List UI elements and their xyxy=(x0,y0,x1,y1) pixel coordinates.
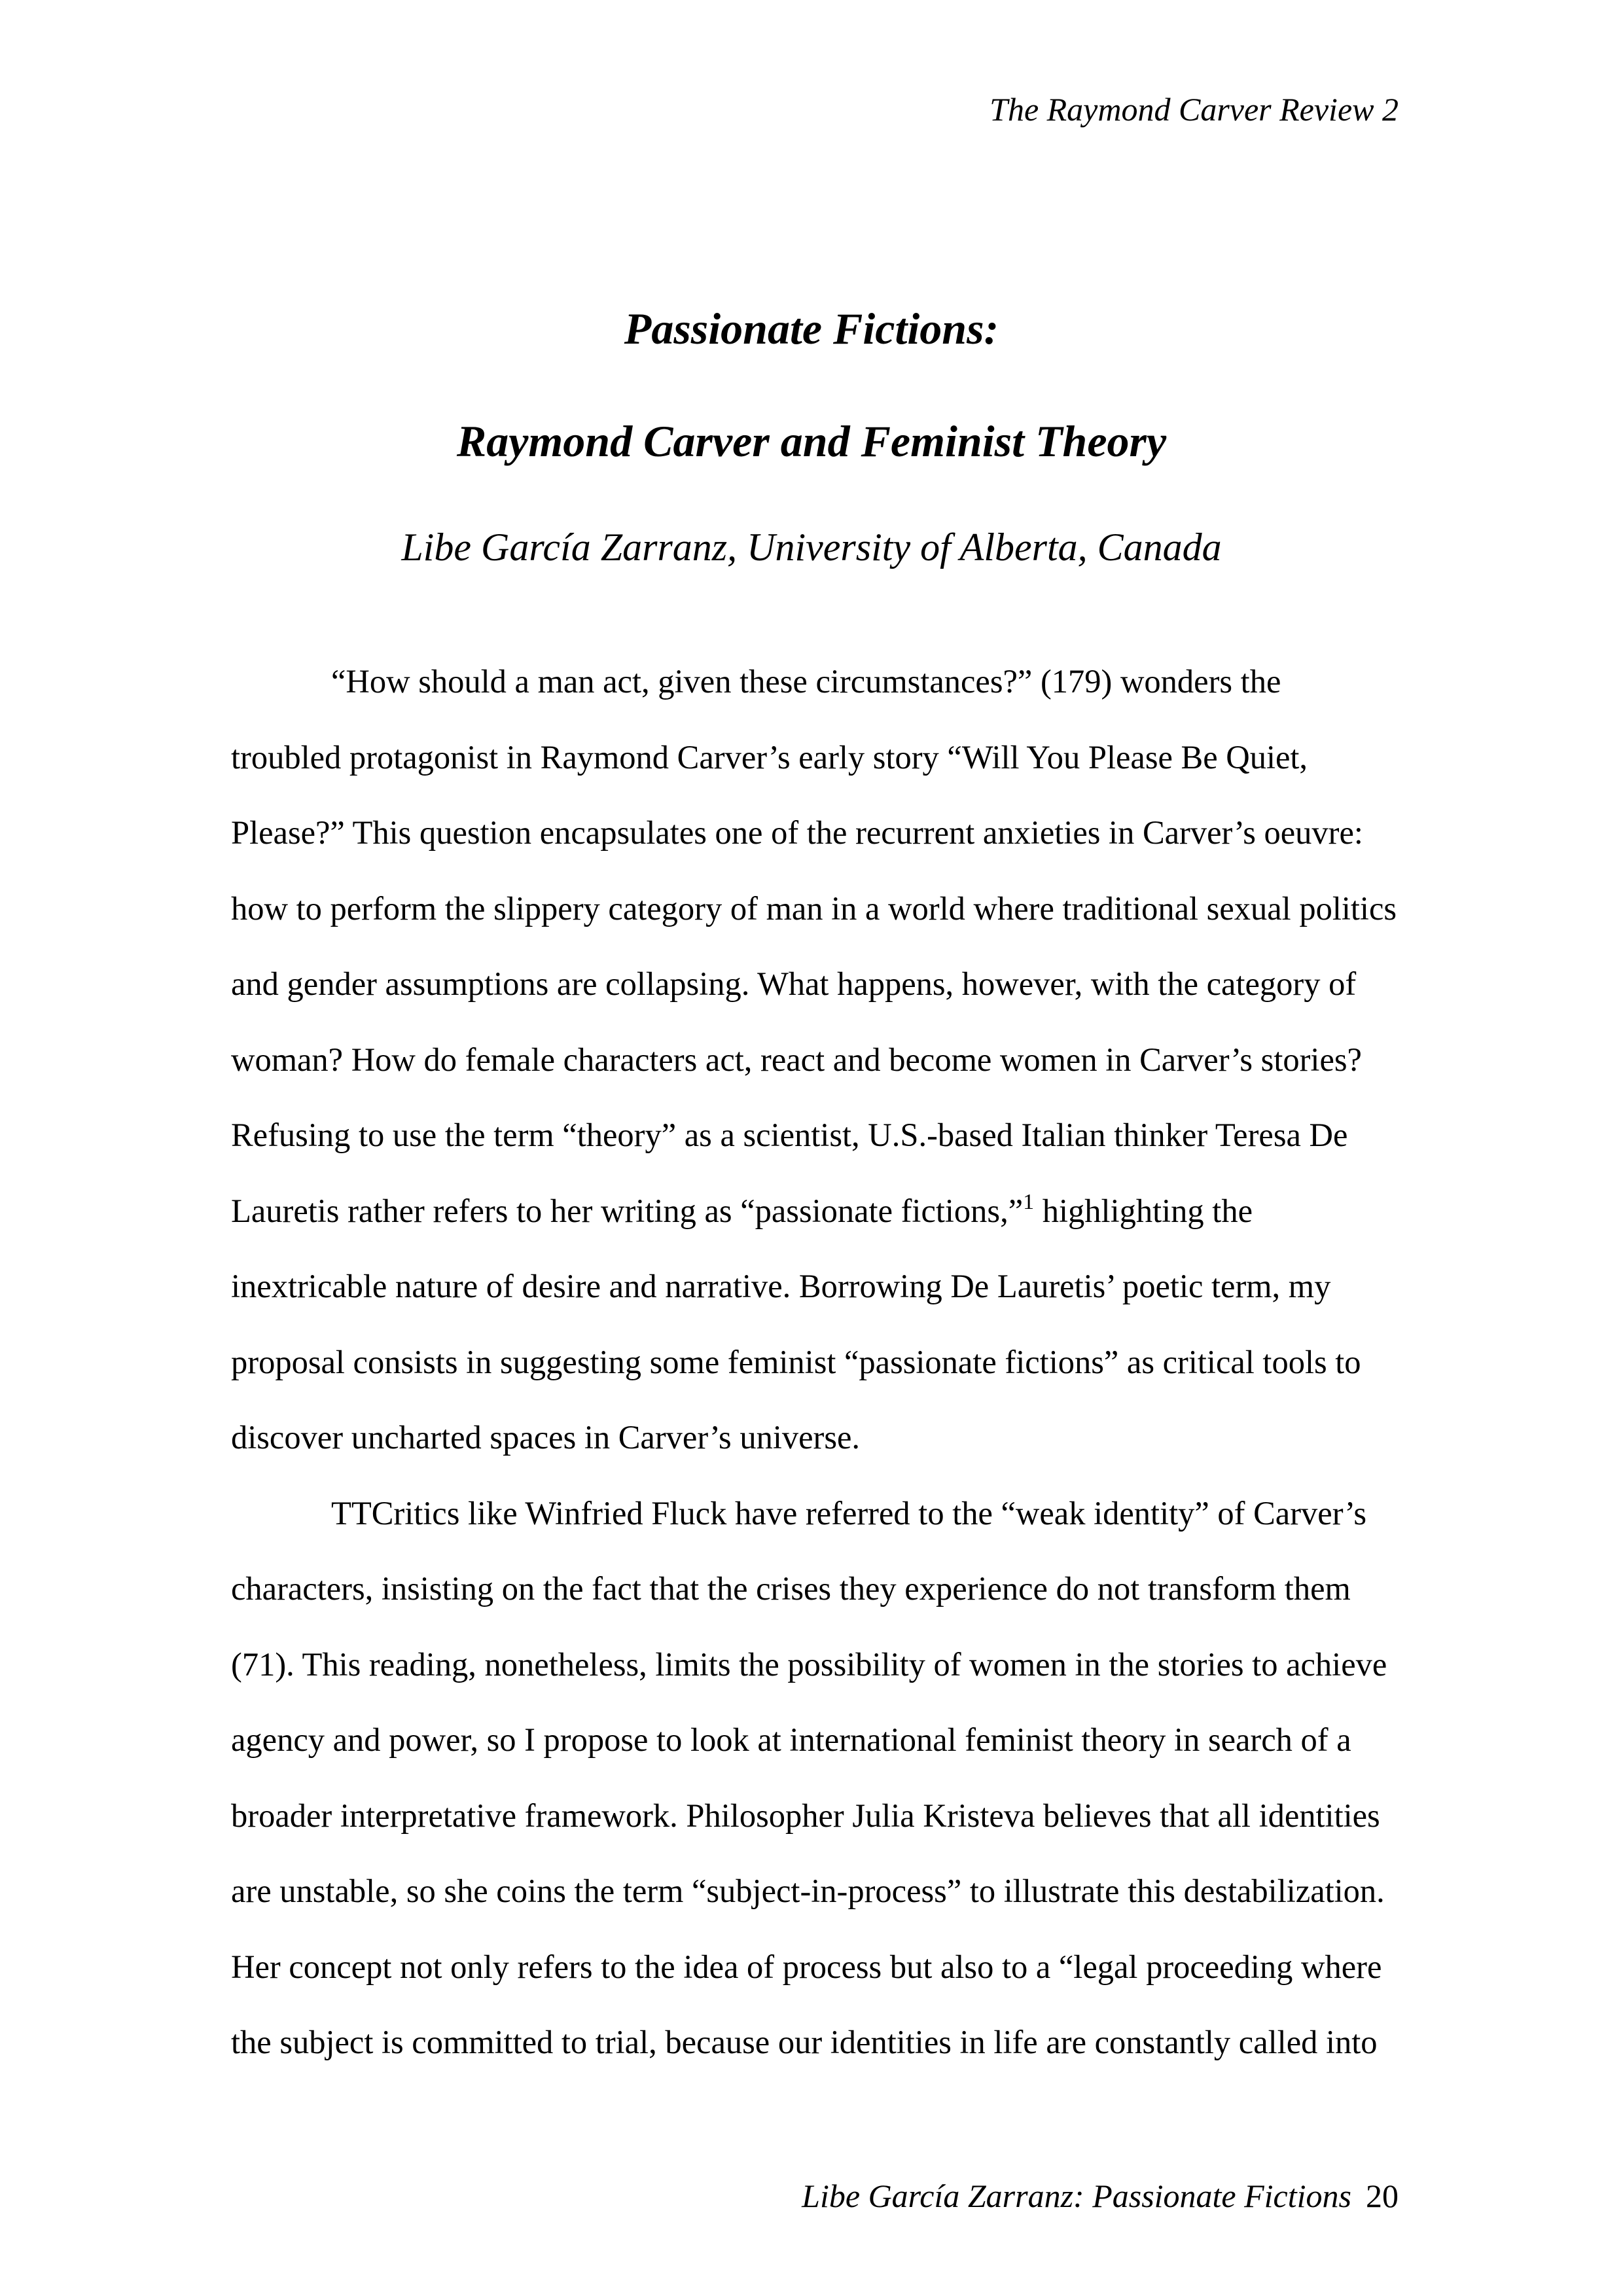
title-line-1: Passionate Fictions: xyxy=(624,304,999,353)
text-line: troubled protagonist in Raymond Carver’s early story “Will You Please Be Quiet, xyxy=(231,738,1308,776)
text-line-with-footnote xyxy=(231,1174,1393,1249)
running-header: The Raymond Carver Review 2 xyxy=(990,91,1399,128)
text-line: and gender assumptions are collapsing. What happens, however, with the category of xyxy=(231,965,1357,1002)
title-line-2: Raymond Carver and Feminist Theory xyxy=(456,416,1167,466)
text-line: inextricable nature of desire and narrative. Borrowing De Lauretis’ poetic term, my xyxy=(231,1268,1331,1304)
text-line: Please?” This question encapsulates one of the recurrent anxieties in Carver’s oeuvre: xyxy=(231,814,1363,851)
text-line: discover uncharted spaces in Carver’s universe. xyxy=(231,1419,861,1456)
text-fragment: Lauretis rather refers to her writing as “passionate fictions,” xyxy=(231,1192,1024,1229)
text-line: agency and power, so I propose to look at international feminist theory in search of a xyxy=(231,1721,1351,1758)
text-line: broader interpretative framework. Philosopher Julia Kristeva believes that all identities xyxy=(231,1797,1380,1834)
text-line: characters, insisting on the fact that the crises they experience do not transform them xyxy=(231,1570,1351,1607)
text-line: Her concept not only refers to the idea of process but also to a “legal proceeding where xyxy=(231,1948,1382,1985)
text-line: (71). This reading, nonetheless, limits the possibility of women in the stories to achieve xyxy=(231,1645,1387,1683)
text-line: woman? How do female characters act, react and become women in Carver’s stories? xyxy=(231,1041,1362,1078)
text-fragment: highlighting the xyxy=(1034,1192,1253,1229)
text-line: the subject is committed to trial, because our identities in life are constantly called into xyxy=(231,2024,1378,2060)
article-body xyxy=(231,644,1397,2081)
author-byline: Libe García Zarranz, University of Alberta, Canada xyxy=(401,526,1222,569)
article-title xyxy=(0,304,1623,466)
text-line: how to perform the slippery category of man in a world where traditional sexual politics xyxy=(231,889,1397,927)
running-footer xyxy=(802,2179,1399,2212)
footnote-marker[interactable]: 1 xyxy=(1023,1189,1035,1214)
paragraph-2 xyxy=(231,1476,1393,2081)
text-line: TTCritics like Winfried Fluck have referred to the “weak identity” of Carver’s xyxy=(331,1494,1367,1532)
text-line: “How should a man act, given these circumstances?” (179) wonders the xyxy=(331,663,1281,700)
text-line: Refusing to use the term “theory” as a scientist, U.S.-based Italian thinker Teresa De xyxy=(231,1117,1348,1153)
page-number: 20 xyxy=(1366,2178,1399,2214)
paragraph-1 xyxy=(231,644,1397,1476)
footer-label: Libe García Zarranz: Passionate Fictions xyxy=(802,2178,1351,2214)
text-line: proposal consists in suggesting some feminist “passionate fictions” as critical tools to xyxy=(231,1343,1361,1380)
text-line: are unstable, so she coins the term “subject-in-process” to illustrate this destabilization. xyxy=(231,1873,1385,1909)
